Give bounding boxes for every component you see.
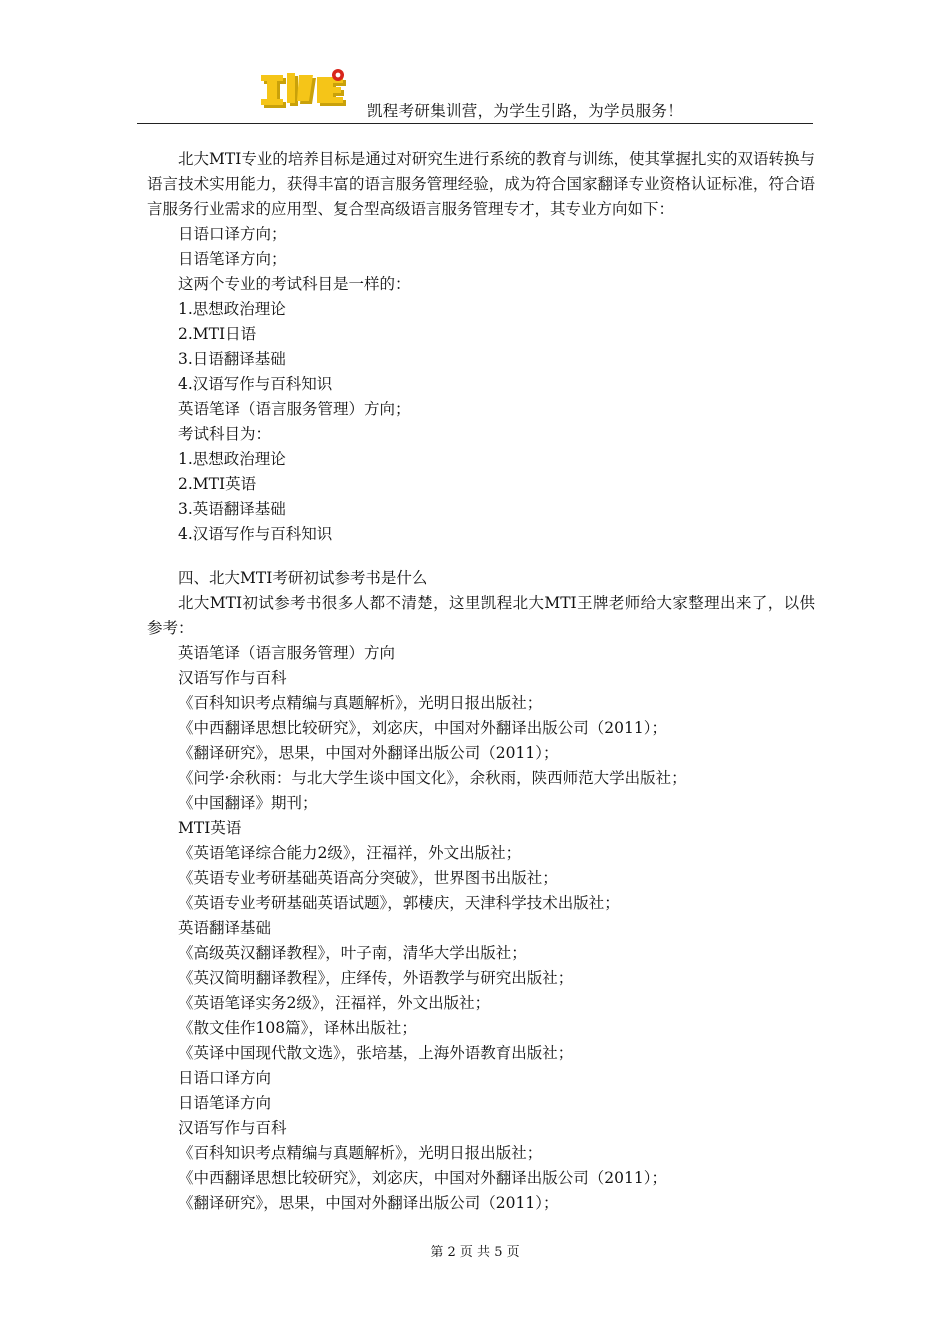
text-line: 《散文佳作108篇》，译林出版社； xyxy=(178,1019,417,1037)
text-line: 2.MTI日语 xyxy=(178,325,257,343)
document-body xyxy=(147,147,815,1216)
text-line: 英语笔译（语言服务管理）方向 xyxy=(178,644,396,662)
text-line: 《翻译研究》，思果，中国对外翻译出版公司（2011）； xyxy=(178,744,559,762)
text-line: 《问学·余秋雨：与北大学生谈中国文化》，余秋雨，陕西师范大学出版社； xyxy=(178,769,687,787)
intro-lines xyxy=(147,222,815,547)
text-line: 《中西翻译思想比较研究》，刘宓庆，中国对外翻译出版公司（2011）； xyxy=(178,1169,667,1187)
page-footer: 第 2 页 共 5 页 xyxy=(430,1245,520,1260)
text-line: 《翻译研究》，思果，中国对外翻译出版公司（2011）； xyxy=(178,1194,559,1212)
text-line: 《百科知识考点精编与真题解析》，光明日报出版社； xyxy=(178,1144,543,1162)
text-line: 《中西翻译思想比较研究》，刘宓庆，中国对外翻译出版公司（2011）； xyxy=(178,719,667,737)
text-line: 《英译中国现代散文选》，张培基，上海外语教育出版社； xyxy=(178,1044,574,1062)
text-line: 日语口译方向； xyxy=(178,225,287,243)
text-line: 《百科知识考点精编与真题解析》，光明日报出版社； xyxy=(178,694,543,712)
text-line: 1.思想政治理论 xyxy=(178,300,286,318)
text-line: 1.思想政治理论 xyxy=(178,450,286,468)
text-line: 2.MTI英语 xyxy=(178,475,257,493)
text-line: 英语翻译基础 xyxy=(178,919,272,937)
text-line: 《高级英汉翻译教程》，叶子南，清华大学出版社； xyxy=(178,944,527,962)
section-four-heading: 四、北大MTI考研初试参考书是什么 xyxy=(178,569,428,587)
text-line: 4.汉语写作与百科知识 xyxy=(178,375,333,393)
text-line: 这两个专业的考试科目是一样的： xyxy=(178,275,411,293)
text-line: 汉语写作与百科 xyxy=(178,669,287,687)
text-line: 日语笔译方向； xyxy=(178,250,287,268)
header-slogan: 凯程考研集训营，为学生引路，为学员服务！ xyxy=(367,102,684,120)
text-line: 3.日语翻译基础 xyxy=(178,350,286,368)
text-line: 《英汉简明翻译教程》，庄绎传，外语教学与研究出版社； xyxy=(178,969,574,987)
text-line: 《英语专业考研基础英语高分突破》，世界图书出版社； xyxy=(178,869,558,887)
section-four-paragraph: 北大MTI初试参考书很多人都不清楚，这里凯程北大MTI王牌老师给大家整理出来了，以供参考： xyxy=(147,594,815,637)
page-header xyxy=(137,55,813,124)
reference-book-lines xyxy=(147,641,815,1216)
text-line: 日语口译方向 xyxy=(178,1069,272,1087)
text-line: 3.英语翻译基础 xyxy=(178,500,286,518)
text-line: 4.汉语写作与百科知识 xyxy=(178,525,333,543)
text-line: 日语笔译方向 xyxy=(178,1094,272,1112)
text-line: 《英语笔译实务2级》，汪福祥，外文出版社； xyxy=(178,994,491,1012)
text-line: 《英语笔译综合能力2级》，汪福祥，外文出版社； xyxy=(178,844,522,862)
text-line: MTI英语 xyxy=(178,819,242,837)
text-line: 汉语写作与百科 xyxy=(178,1119,287,1137)
section-gap xyxy=(147,547,815,566)
text-line: 考试科目为： xyxy=(178,425,272,443)
kaicheng-logo xyxy=(255,65,351,117)
text-line: 《英语专业考研基础英语试题》，郭棲庆，天津科学技术出版社； xyxy=(178,894,620,912)
text-line: 英语笔译（语言服务管理）方向； xyxy=(178,400,411,418)
intro-paragraph: 北大MTI专业的培养目标是通过对研究生进行系统的教育与训练，使其掌握扎实的双语转换与语言技术实用能力，获得丰富的语言服务管理经验，成为符合国家翻译专业资格认证标准，符合语言服务行业需求的应用型、复合型高级语言服务管理专才，其专业方向如下： xyxy=(147,150,815,218)
text-line: 《中国翻译》期刊； xyxy=(178,794,318,812)
